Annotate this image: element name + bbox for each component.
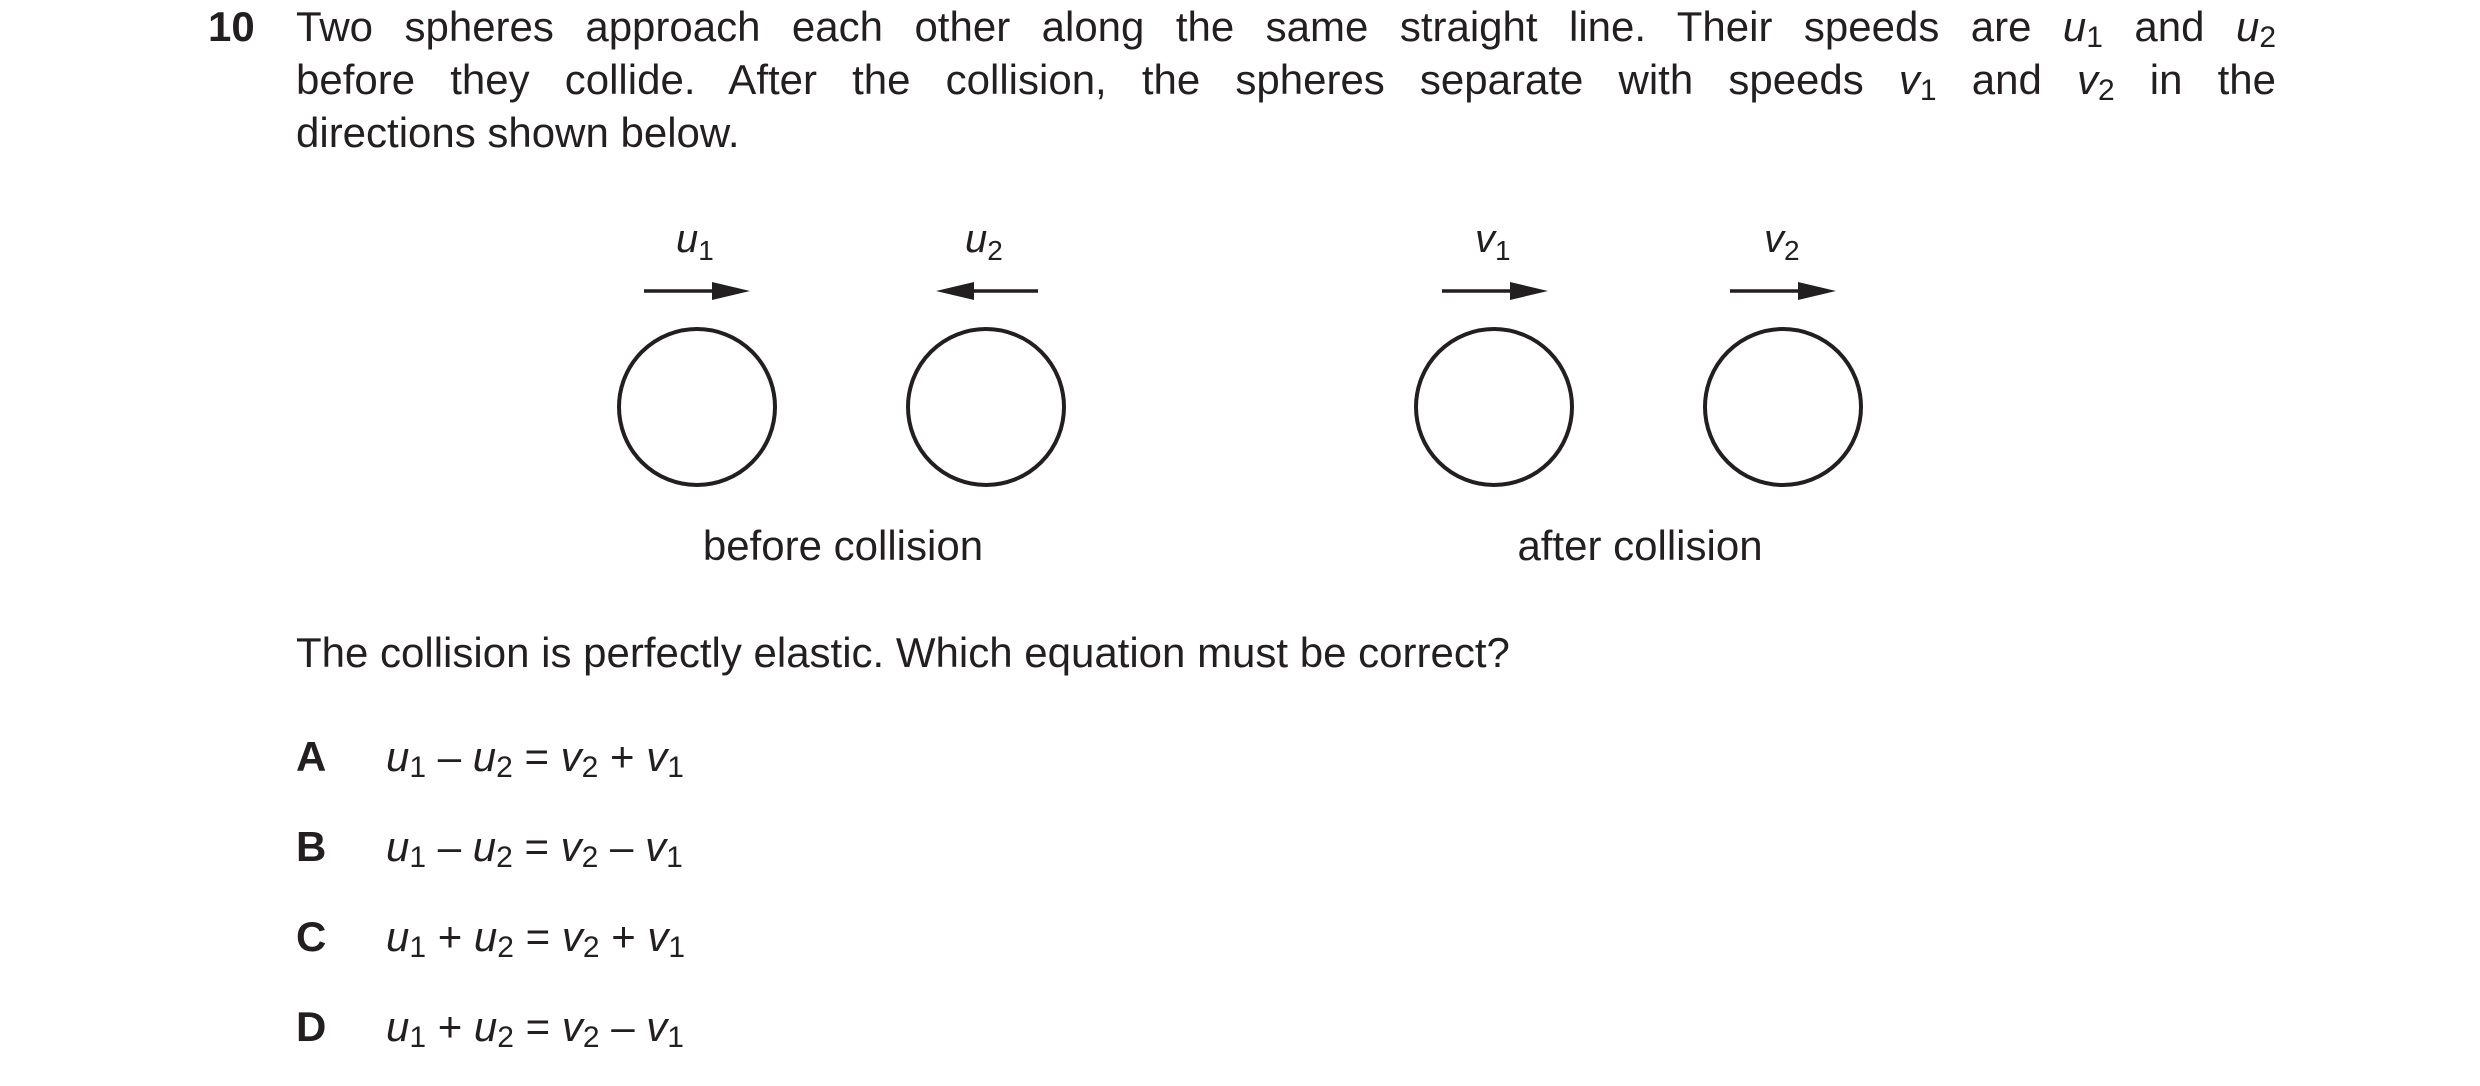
option-b-equation: $u_1 - u_2 = v_2 - v_1$ — [386, 823, 683, 874]
math-subscript: 2 — [581, 841, 599, 874]
math-subscript: 1 — [667, 1021, 684, 1054]
math-variable: v — [2076, 56, 2098, 103]
after-sphere-1 — [1416, 217, 1572, 485]
question-prompt: The collision is perfectly elastic. Which equation must be correct? — [296, 629, 1510, 676]
after-sphere-2-label-var: v — [1764, 217, 1784, 261]
after-sphere-1-label-var: v — [1475, 217, 1495, 261]
math-subscript: 2 — [497, 931, 514, 964]
math-subscript: 2 — [581, 751, 599, 784]
after-collision-caption: after collision — [1517, 522, 1763, 569]
before-sphere-2 — [908, 217, 1064, 485]
stem-line-2: before they collide. After the collision, the spheres separate with speeds $v_1$ and $v_2$ in the — [296, 56, 2277, 107]
option-d-equation: $u_1 + u_2 = v_2 - v_1$ — [386, 1003, 684, 1054]
before-sphere-2-label-var: u — [965, 217, 988, 261]
math-variable: v — [646, 1003, 668, 1050]
math-variable: v — [646, 733, 668, 780]
math-variable: v — [561, 1003, 583, 1050]
question-number: 10 — [208, 3, 255, 50]
stem-line-1: Two spheres approach each other along the same straight line. Their speeds are $u_1$ and $u_2$ — [296, 3, 2276, 54]
after-sphere-2-label-sub: 2 — [1784, 235, 1800, 266]
before-sphere-2-circle — [908, 329, 1064, 485]
math-variable: v — [1898, 56, 1920, 103]
math-variable: v — [560, 823, 582, 870]
math-variable: u — [473, 913, 498, 960]
math-subscript: 1 — [2086, 21, 2103, 54]
before-sphere-2-label — [965, 217, 1003, 266]
option-a-letter: A — [296, 733, 327, 780]
option-c[interactable] — [296, 910, 685, 963]
before-sphere-1-label-var: u — [676, 217, 699, 261]
math-variable: u — [2062, 3, 2087, 50]
after-sphere-1-label-sub: 1 — [1495, 235, 1511, 266]
stem-line-3: directions shown below. — [296, 109, 740, 156]
after-sphere-2-arrow — [1730, 282, 1836, 300]
math-variable: u — [473, 1003, 498, 1050]
math-variable: v — [645, 823, 667, 870]
math-variable: u — [386, 913, 410, 960]
after-sphere-2 — [1705, 217, 1861, 485]
math-subscript: 1 — [667, 751, 684, 784]
math-variable: v — [560, 733, 582, 780]
after-sphere-1-label — [1475, 217, 1511, 266]
math-subscript: 2 — [2097, 74, 2115, 107]
before-sphere-1-arrow — [644, 282, 750, 300]
before-sphere-1-label — [676, 217, 714, 266]
option-c-equation: $u_1 + u_2 = v_2 + v_1$ — [386, 913, 686, 964]
math-subscript: 1 — [409, 931, 427, 964]
math-subscript: 2 — [582, 931, 600, 964]
after-sphere-2-circle — [1705, 329, 1861, 485]
after-sphere-2-label — [1764, 217, 1800, 266]
math-subscript: 1 — [409, 841, 427, 874]
before-sphere-2-label-sub: 2 — [987, 235, 1003, 266]
math-subscript: 2 — [497, 1021, 514, 1054]
option-a[interactable] — [296, 730, 684, 783]
option-a-equation: $u_1 - u_2 = v_2 + v_1$ — [386, 733, 684, 784]
math-subscript: 2 — [2259, 21, 2276, 54]
math-variable: u — [472, 733, 497, 780]
option-b[interactable] — [296, 820, 683, 873]
math-subscript: 2 — [582, 1021, 600, 1054]
math-variable: u — [472, 823, 497, 870]
option-d[interactable] — [296, 1000, 684, 1053]
option-b-letter: B — [296, 823, 327, 870]
option-c-letter: C — [296, 913, 327, 960]
math-subscript: 1 — [666, 841, 683, 874]
before-sphere-1-label-sub: 1 — [698, 235, 714, 266]
math-subscript: 1 — [409, 1021, 427, 1054]
math-variable: u — [386, 1003, 410, 1050]
math-variable: u — [2235, 3, 2260, 50]
before-sphere-1 — [619, 217, 775, 485]
option-d-letter: D — [296, 1003, 327, 1050]
after-sphere-1-arrow — [1442, 282, 1548, 300]
math-subscript: 1 — [1919, 74, 1937, 107]
after-sphere-1-circle — [1416, 329, 1572, 485]
math-variable: v — [561, 913, 583, 960]
math-subscript: 2 — [496, 751, 513, 784]
before-sphere-2-arrow — [936, 282, 1038, 300]
before-collision-caption: before collision — [702, 522, 984, 569]
math-subscript: 2 — [496, 841, 513, 874]
math-variable: v — [647, 913, 669, 960]
math-variable: u — [386, 733, 410, 780]
math-subscript: 1 — [668, 931, 686, 964]
before-sphere-1-circle — [619, 329, 775, 485]
math-subscript: 1 — [409, 751, 427, 784]
math-variable: u — [386, 823, 410, 870]
